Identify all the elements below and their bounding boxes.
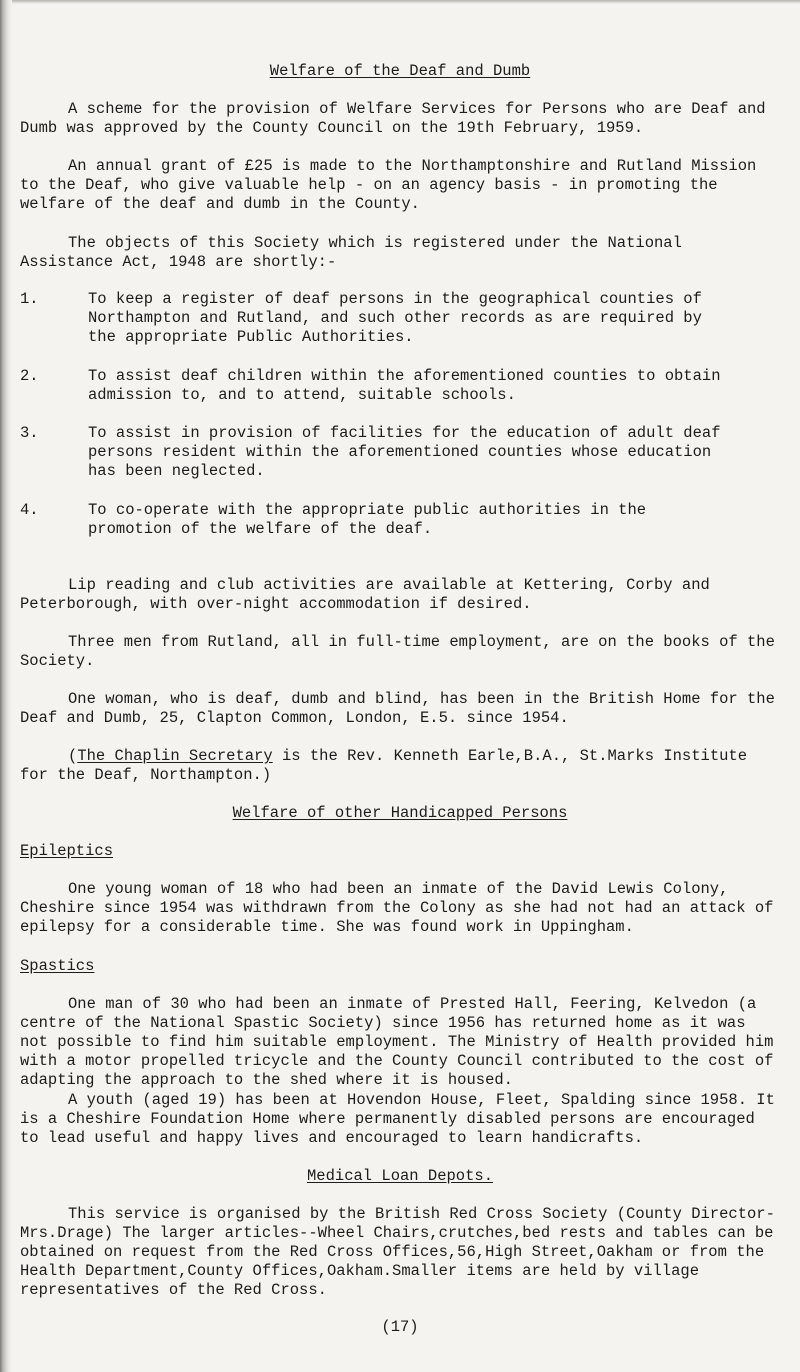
- lip-reading-paragraph: Lip reading and club activities are available at Kettering, Corby and Peterborough, with over-night accommodation if desired.: [20, 576, 710, 613]
- object-text: To co-operate with the appropriate public authorities in the promotion of the welfare of the deaf.: [88, 501, 647, 538]
- intro-paragraph-2: An annual grant of £25 is made to the Northamptonshire and Rutland Mission to the Deaf, who give valuable help - on an agency basis - in promoting the welfare of the deaf and dumb in the County.: [20, 157, 757, 213]
- object-number: 2.: [20, 367, 39, 385]
- object-text: To assist in provision of facilities for the education of adult deaf persons resident within the aforementioned counties whose education has been neglected.: [88, 424, 721, 480]
- spastics-paragraph-1: One man of 30 who had been an inmate of Prested Hall, Feering, Kelvedon (a centre of the National Spastic Society) since 1956 has returned home as it was not possible to find him suitable employment. The Ministry of Health provided him with a motor propelled tricycle and the County Council contributed to the cost of adapting the approach to the shed where it is housed.: [20, 995, 774, 1089]
- spastics-heading: Spastics: [20, 957, 95, 975]
- page-title: Welfare of the Deaf and Dumb: [269, 62, 531, 80]
- object-number: 3.: [20, 424, 39, 442]
- object-text: To assist deaf children within the aforementioned counties to obtain admission to, and to attend, suitable schools.: [88, 367, 721, 404]
- spastics-paragraph-2: A youth (aged 19) has been at Hovendon House, Fleet, Spalding since 1958. It is a Cheshire Foundation Home where permanently disabled persons are encouraged to lead useful and happy lives and encouraged to learn handicrafts.: [20, 1091, 775, 1147]
- chaplin-note: [20, 747, 780, 785]
- object-number: 4.: [20, 501, 39, 519]
- object-item-2: [20, 367, 738, 405]
- medical-loan-heading: Medical Loan Depots.: [306, 1167, 494, 1185]
- page-top-shadow: [0, 0, 800, 4]
- intro-paragraph-3: The objects of this Society which is registered under the National Assistance Act, 1948 are shortly:-: [20, 234, 682, 271]
- rutland-men-paragraph: Three men from Rutland, all in full-time employment, are on the books of the Society.: [20, 633, 775, 670]
- intro-paragraph-1: A scheme for the provision of Welfare Services for Persons who are Deaf and Dumb was approved by the County Council on the 19th February, 1959.: [20, 100, 766, 137]
- page-number: (17): [381, 1318, 419, 1336]
- chaplin-details: is the Rev. Kenneth Earle,B.A., St.Marks Institute for the Deaf, Northampton.): [20, 747, 748, 784]
- chaplin-label: The Chaplin Secretary: [77, 747, 273, 765]
- object-item-3: [20, 424, 738, 481]
- medical-loan-paragraph: This service is organised by the British Red Cross Society (County Director-Mrs.Drage) The larger articles--Wheel Chairs,crutches,bed rests and tables can be obtained on request from the Red Cross Offices,56,High Street,Oakham or from the Health Department,County Offices,Oakham.Smaller items are held by village representatives of the Red Cross.: [20, 1205, 775, 1299]
- page-binding-shadow: [0, 0, 12, 1372]
- object-number: 1.: [20, 290, 39, 308]
- object-item-4: [20, 501, 738, 539]
- chaplin-open-paren: (: [68, 747, 78, 765]
- blind-woman-paragraph: One woman, who is deaf, dumb and blind, has been in the British Home for the Deaf and Dumb, 25, Clapton Common, London, E.5. since 1954.: [20, 690, 775, 727]
- object-text: To keep a register of deaf persons in the geographical counties of Northampton and Rutland, and such other records as are required by the appropriate Public Authorities.: [88, 290, 702, 346]
- epileptics-heading: Epileptics: [20, 842, 114, 860]
- object-item-1: [20, 290, 738, 347]
- section-title-handicapped: Welfare of other Handicapped Persons: [232, 804, 568, 822]
- epileptics-paragraph: One young woman of 18 who had been an inmate of the David Lewis Colony, Cheshire since 1954 was withdrawn from the Colony as she had not had an attack of epilepsy for a considerable time. She was found work in Uppingham.: [20, 880, 774, 936]
